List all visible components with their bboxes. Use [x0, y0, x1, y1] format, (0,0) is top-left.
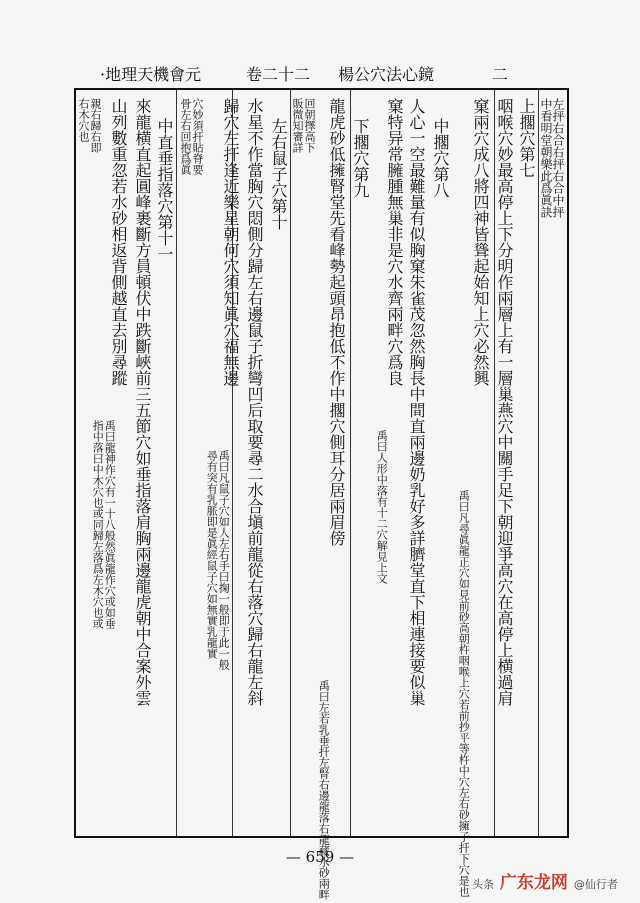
page-number: — 659 —	[285, 848, 355, 866]
watermark	[472, 868, 618, 893]
note-column: 右木穴也	[77, 98, 90, 142]
verse-column: 山列數重忽若水砂相返背側越直去別尋蹤	[109, 98, 128, 386]
commentary-column: 禹曰凡鼠子穴如人左右手曰掬一般即于此一般	[217, 450, 231, 670]
column-rule	[176, 90, 177, 836]
watermark-site: 广东龙网	[499, 873, 568, 893]
header-book-title: ·地理天機會元	[100, 65, 202, 84]
header-volume: 卷二十二	[246, 65, 311, 84]
watermark-suffix: @仙行者	[573, 878, 618, 891]
section-heading: 中直垂指落穴第十一	[155, 118, 174, 262]
commentary-column: 禹曰人形中落有十二穴解見上文	[375, 430, 389, 584]
note-column: 穴妙須扞貼脊要	[191, 98, 204, 175]
commentary-column: 指中落曰中木穴也或同歸左落爲左木穴也或	[91, 420, 105, 629]
note-column: 中看明堂朝樂此爲眞訣	[539, 98, 553, 218]
verse-column: 龍虎砂低擁腎堂先看峰勢起頭昂抱低不作中擱穴側耳分居兩眉傍	[327, 98, 346, 546]
verse-column: 來龍横直起圓峰裹斷方員頓伏中跌斷峽前三五節穴如垂指落肩胸兩邊龍虎朝中合案外雲	[133, 98, 152, 706]
section-heading: 下擱穴第九	[351, 118, 370, 198]
section-heading: 上擱穴第七	[517, 98, 536, 178]
verse-column: 咽喉穴妙最高停上下分明作兩層上有一層巢燕穴中關手足下朝迎爭高穴在高停上横過肩	[495, 98, 514, 706]
verse-column: 窠特异常臃腫無巢非是穴水齊兩畔穴爲良	[385, 98, 404, 386]
verse-column: 水星不作當胸穴悶側分歸左右邊鼠子折彎凹后取要尋二水合塡前龍從右落穴歸右龍左斜	[245, 98, 264, 706]
column-rule	[290, 90, 291, 836]
note-column: 左抨右合右抨右合中抨	[551, 98, 565, 218]
commentary-column: 尋有突有乳脈即是眞經鼠子穴如無實乳龍實	[205, 450, 219, 659]
note-column: 親右歸右即	[89, 98, 102, 153]
commentary-column: 禹曰凡尋眞龍正穴如見前砂高朝杵咽喉上穴若前抄平等杵中穴左右砂擁子扞下穴是也	[457, 490, 471, 897]
verse-column: 歸穴左扞逢近樂星朝何穴須知眞穴福無邊	[221, 98, 240, 386]
note-column: 骨左右回抱爲眞	[179, 98, 192, 175]
header-chapter: 楊公穴法心鏡	[338, 65, 435, 84]
note-column: 販微知審詳	[291, 98, 304, 153]
watermark-prefix: 头条	[472, 878, 494, 891]
commentary-column: 禹曰龍神作穴有一十八般然眞龍作穴或如垂	[103, 420, 117, 629]
running-header	[100, 62, 570, 86]
verse-column: 人心一空最難量有似胸窠朱雀茂忽然胸長中間直兩邊奶乳好多詳臍堂直下相連接要似巢	[407, 98, 426, 706]
section-heading: 中擱穴第八	[431, 118, 450, 198]
note-column: 回朝擇高下	[303, 98, 316, 153]
commentary-column: 禹曰左若乳垂扞左腎右邊龍落右龍藏水砂兩畔	[317, 680, 331, 900]
header-page-short: 二	[492, 65, 509, 84]
column-rule	[350, 90, 351, 836]
section-heading: 左右鼠子穴第十	[269, 118, 288, 230]
verse-column: 窠兩穴成八將四神皆聳起始知上穴必然興	[471, 98, 490, 386]
